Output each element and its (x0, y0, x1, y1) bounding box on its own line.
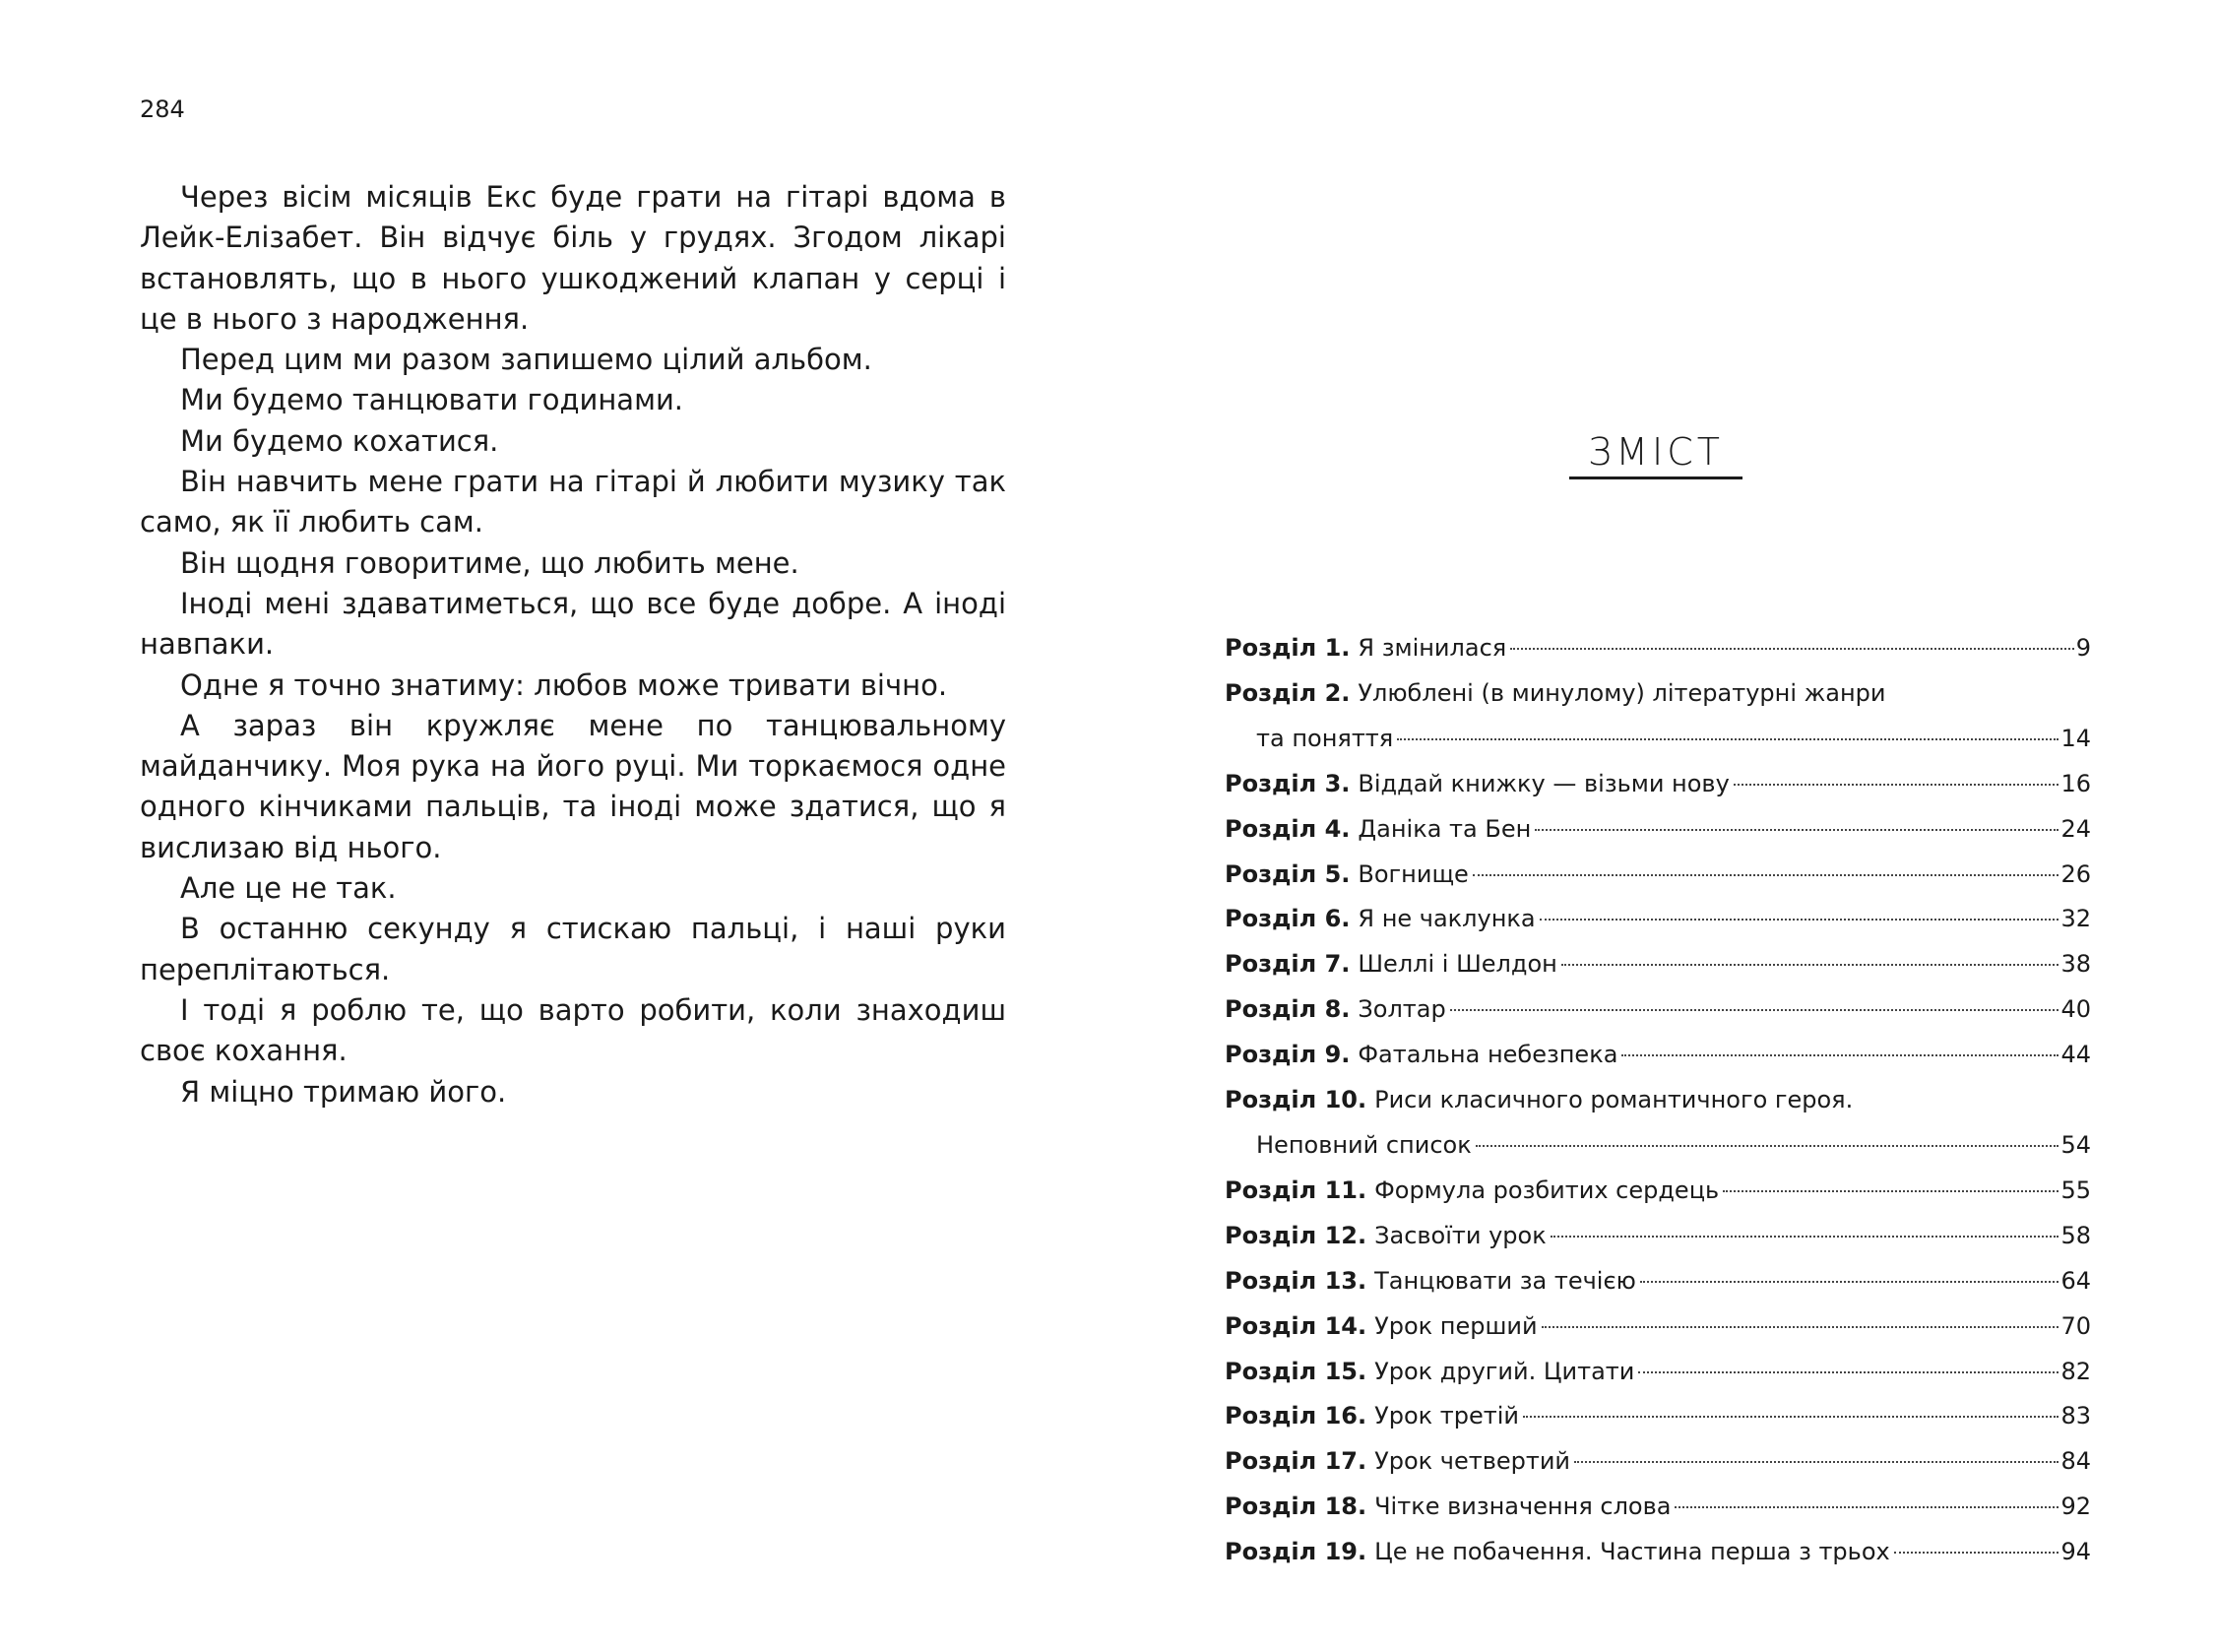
toc-page-number: 58 (2060, 1221, 2091, 1249)
right-page (1108, 0, 2217, 1652)
toc-entry[interactable] (1225, 1394, 2091, 1439)
toc-chapter-title: Чітке визначення слова (1374, 1493, 1672, 1521)
toc-chapter-number: Розділ 6. (1225, 905, 1351, 933)
toc-chapter-title: Засвоїти урок (1374, 1221, 1547, 1249)
toc-dot-leader (1540, 919, 2059, 921)
toc-entry[interactable] (1225, 987, 2091, 1033)
toc-page-number: 54 (2060, 1130, 2091, 1159)
toc-chapter-title: Риси класичного романтичного героя. (1374, 1086, 1854, 1114)
toc-page-number: 70 (2060, 1311, 2091, 1340)
toc-page-number: 92 (2060, 1493, 2091, 1521)
paragraph: Ми будемо кохатися. (180, 423, 499, 458)
toc-dot-leader (1734, 784, 2059, 786)
left-page (0, 0, 1108, 1652)
paragraph: Одне я точно знатиму: любов може тривати вічно. (180, 667, 948, 702)
toc-dot-leader (1640, 1281, 2059, 1283)
toc-chapter-title: Улюблені (в минулому) літературні жанри (1358, 678, 1886, 707)
toc-dot-leader (1535, 829, 2059, 831)
toc-dot-leader (1476, 1145, 2059, 1147)
toc-entry[interactable] (1225, 1214, 2091, 1259)
toc-entry[interactable] (1225, 762, 2091, 807)
toc-chapter-title: Танцювати за течією (1374, 1266, 1636, 1295)
toc-chapter-number: Розділ 16. (1225, 1402, 1367, 1430)
toc-page-number: 64 (2060, 1266, 2091, 1295)
toc-page-number: 9 (2075, 634, 2091, 662)
toc-entry[interactable] (1225, 853, 2091, 898)
toc-chapter-title: Вогнище (1358, 859, 1469, 888)
toc-title-underline (1569, 477, 1742, 479)
toc-chapter-title: Фатальна небезпека (1358, 1041, 1618, 1069)
toc-chapter-number: Розділ 9. (1225, 1041, 1351, 1069)
toc-chapter-title: Даніка та Бен (1358, 814, 1532, 843)
toc-dot-leader (1450, 1009, 2059, 1011)
toc-page-number: 26 (2060, 859, 2091, 888)
toc-chapter-title: Я не чаклунка (1358, 905, 1536, 933)
toc-entry[interactable] (1225, 1530, 2091, 1575)
toc-chapter-number: Розділ 4. (1225, 814, 1351, 843)
toc-page-number: 16 (2060, 769, 2091, 797)
toc-entry[interactable] (1225, 1123, 2091, 1169)
toc-chapter-number: Розділ 14. (1225, 1311, 1367, 1340)
toc-chapter-title: Урок третій (1374, 1402, 1519, 1430)
paragraph: Іноді мені здаватиметься, що все буде добре. А іноді навпаки. (140, 586, 1006, 662)
toc-chapter-title: Неповний список (1256, 1130, 1472, 1159)
toc-dot-leader (1397, 738, 2059, 740)
toc-chapter-number: Розділ 15. (1225, 1357, 1367, 1385)
toc-chapter-title: Це не побачення. Частина перша з трьох (1374, 1538, 1890, 1566)
toc-entry[interactable] (1225, 807, 2091, 853)
toc-entry[interactable] (1225, 1169, 2091, 1214)
paragraph: Він щодня говоритиме, що любить мене. (180, 545, 799, 580)
paragraph: В останню секунду я стискаю пальці, і наші руки переплітаються. (140, 912, 1006, 986)
paragraph: Але це не так. (180, 871, 397, 906)
paragraph: Перед цим ми разом запишемо цілий альбом. (180, 343, 872, 377)
paragraph: І тоді я роблю те, що варто робити, коли знаходиш своє кохання. (140, 992, 1006, 1068)
paragraph: Я міцно тримаю його. (180, 1074, 507, 1109)
toc-page-number: 84 (2060, 1447, 2091, 1476)
toc-page-number: 55 (2060, 1175, 2091, 1204)
table-of-contents (1225, 626, 2091, 1575)
toc-dot-leader (1894, 1552, 2059, 1554)
paragraph: Ми будемо танцювати годинами. (180, 383, 684, 417)
toc-chapter-number: Розділ 11. (1225, 1175, 1367, 1204)
toc-chapter-number: Розділ 10. (1225, 1086, 1367, 1114)
toc-page-number: 14 (2060, 724, 2091, 752)
toc-page-number: 40 (2060, 995, 2091, 1024)
toc-dot-leader (1510, 648, 2074, 650)
toc-title: ЗМІСТ (1588, 430, 1724, 474)
toc-dot-leader (1473, 874, 2059, 876)
toc-entry[interactable] (1225, 1439, 2091, 1485)
page-number: 284 (140, 95, 185, 123)
toc-chapter-number: Розділ 17. (1225, 1447, 1367, 1476)
toc-entry[interactable] (1225, 1304, 2091, 1350)
toc-entry[interactable] (1225, 626, 2091, 671)
toc-entry[interactable] (1225, 717, 2091, 762)
toc-chapter-number: Розділ 18. (1225, 1493, 1367, 1521)
toc-chapter-title: Урок другий. Цитати (1374, 1357, 1635, 1385)
toc-entry[interactable] (1225, 1350, 2091, 1395)
toc-entry[interactable] (1225, 1078, 2091, 1123)
toc-dot-leader (1675, 1506, 2059, 1508)
toc-dot-leader (1723, 1190, 2059, 1192)
toc-page-number: 44 (2060, 1041, 2091, 1069)
toc-entry[interactable] (1225, 671, 2091, 717)
toc-dot-leader (1561, 964, 2059, 966)
toc-page-number: 24 (2060, 814, 2091, 843)
toc-chapter-title: Урок перший (1374, 1311, 1538, 1340)
toc-dot-leader (1621, 1054, 2059, 1056)
toc-page-number: 82 (2060, 1357, 2091, 1385)
toc-chapter-title: Я змінилася (1358, 634, 1507, 662)
toc-chapter-number: Розділ 8. (1225, 995, 1351, 1024)
toc-chapter-number: Розділ 13. (1225, 1266, 1367, 1295)
toc-dot-leader (1574, 1461, 2059, 1463)
toc-chapter-number: Розділ 12. (1225, 1221, 1367, 1249)
toc-chapter-title: Формула розбитих сердець (1374, 1175, 1720, 1204)
toc-chapter-title: Урок четвертий (1374, 1447, 1571, 1476)
toc-dot-leader (1638, 1371, 2059, 1373)
paragraph: Він навчить мене грати на гітарі й любити музику так само, як її любить сам. (140, 465, 1006, 540)
toc-entry[interactable] (1225, 897, 2091, 942)
toc-chapter-number: Розділ 3. (1225, 769, 1351, 797)
toc-chapter-title: Шеллі і Шелдон (1358, 950, 1557, 979)
toc-page-number: 32 (2060, 905, 2091, 933)
toc-chapter-number: Розділ 2. (1225, 678, 1351, 707)
toc-entry[interactable] (1225, 1485, 2091, 1530)
paragraph: Через вісім місяців Екс буде грати на гітарі вдома в Лейк-Елізабет. Він відчує біль у грудях. Згодом лікарі встановлять, що в нього ушкоджений клапан у серці і це в нього з народження. (140, 180, 1006, 336)
toc-dot-leader (1523, 1416, 2059, 1418)
toc-dot-leader (1542, 1326, 2059, 1328)
toc-page-number: 83 (2060, 1402, 2091, 1430)
body-text (140, 177, 1006, 1112)
toc-page-number: 38 (2060, 950, 2091, 979)
toc-chapter-number: Розділ 19. (1225, 1538, 1367, 1566)
toc-entry[interactable] (1225, 1259, 2091, 1304)
toc-page-number: 94 (2060, 1538, 2091, 1566)
toc-entry[interactable] (1225, 1033, 2091, 1078)
paragraph: А зараз він кружляє мене по танцювальному майданчику. Моя рука на його руці. Ми торкаємося одне одного кінчиками пальців, та іноді може здатися, що я вислизаю від нього. (140, 708, 1006, 864)
toc-entry[interactable] (1225, 942, 2091, 987)
toc-chapter-title: Золтар (1358, 995, 1446, 1024)
toc-chapter-number: Розділ 5. (1225, 859, 1351, 888)
toc-chapter-number: Розділ 7. (1225, 950, 1351, 979)
toc-dot-leader (1551, 1236, 2059, 1238)
toc-chapter-title: та поняття (1256, 724, 1394, 752)
toc-chapter-number: Розділ 1. (1225, 634, 1351, 662)
toc-chapter-title: Віддай книжку — візьми нову (1358, 769, 1730, 797)
